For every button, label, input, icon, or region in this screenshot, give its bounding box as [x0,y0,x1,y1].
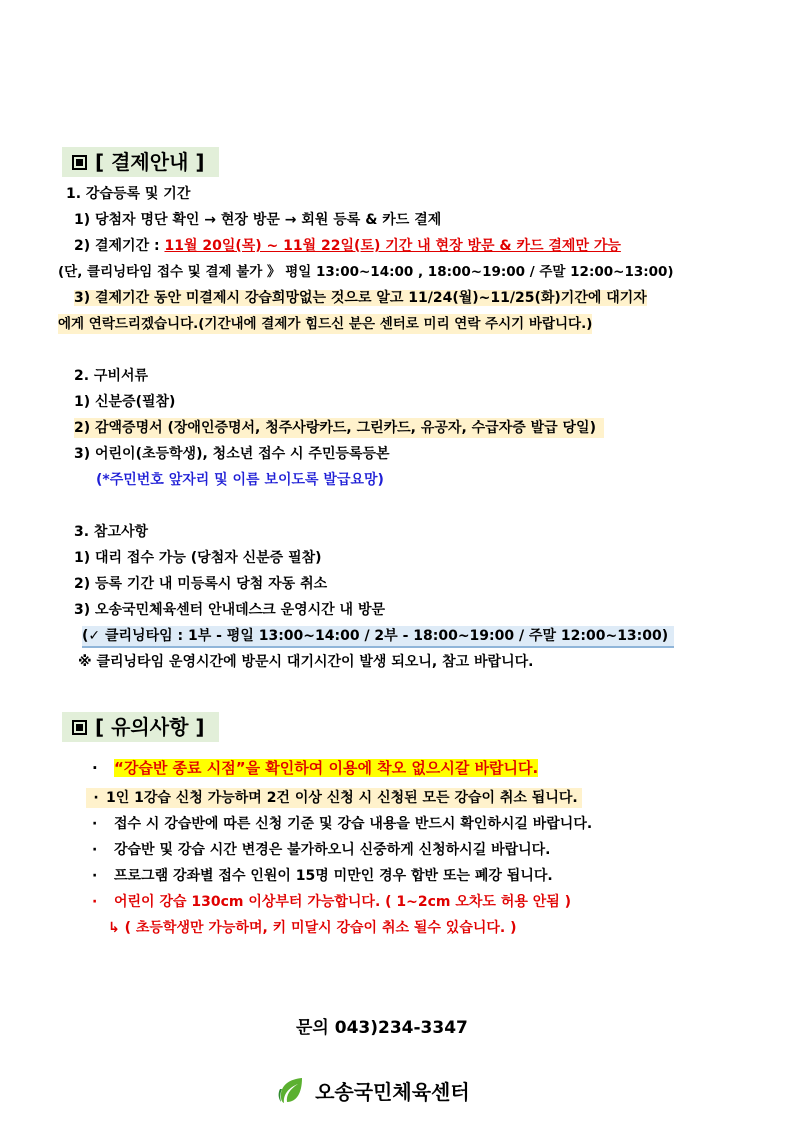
section-3-note: ※ 클리닝타임 운영시간에 방문시 대기시간이 발생 되오니, 참고 바랍니다. [78,654,534,670]
center-logo [276,1075,470,1105]
square-bullet-icon [72,720,87,735]
center-name: 오송국민체육센터 [315,1079,470,1104]
caution-item-4: · 강습반 및 강습 시간 변경은 불가하오니 신중하게 신청하시길 바랍니다. [92,842,551,858]
contact-info: 문의 043)234-3347 [296,1018,468,1038]
section-1-item-2: 2) 결제기간 : 11월 20일(목) ~ 11월 22일(토) 기간 내 현장 방문 & 카드 결제만 가능 [74,238,621,254]
section-3-item-1: 1) 대리 접수 가능 (당첨자 신분증 필참) [74,550,322,566]
caution-heading: [ 유의사항 ] [62,712,219,742]
caution-item-3: · 접수 시 강습반에 따른 신청 기준 및 강습 내용을 반드시 확인하시길 바랍니다. [92,816,593,832]
section-1-title: 1. 강습등록 및 기간 [66,186,191,202]
section-3-cleaning-time: (✓ 클리닝타임 : 1부 - 평일 13:00~14:00 / 2부 - 18:00~19:00 / 주말 12:00~13:00) [82,626,674,648]
section-3-item-3: 3) 오송국민체육센터 안내데스크 운영시간 내 방문 [74,602,385,618]
leaf-logo-icon [276,1075,306,1105]
section-2-item-1: 1) 신분증(필참) [74,394,176,410]
caution-item-5: · 프로그램 강좌별 접수 인원이 15명 미만인 경우 합반 또는 폐강 됩니다. [92,868,553,884]
section-1-item-3-cont: 에게 연락드리겠습니다.(기간내에 결제가 힘드신 분은 센터로 미리 연락 주시기 바랍니다.) [58,316,593,332]
section-2-item-2: 2) 감액증명서 (장애인증명서, 청주사랑카드, 그린카드, 유공자, 수급자증 발급 당일) [74,418,604,438]
caution-item-2: · 1인 1강습 신청 가능하며 2건 이상 신청 시 신청된 모든 강습이 취소 됩니다. [86,788,582,808]
section-1-item-1: 1) 당첨자 명단 확인 → 현장 방문 → 회원 등록 & 카드 결제 [74,212,442,228]
section-3-title: 3. 참고사항 [74,524,149,540]
section-2-title: 2. 구비서류 [74,368,149,384]
section-1-item-3: 3) 결제기간 동안 미결제시 강습희망없는 것으로 알고 11/24(월)~11/25(화)기간에 대기자 [74,290,647,306]
payment-heading: [ 결제안내 ] [62,147,219,177]
section-2-item-3: 3) 어린이(초등학생), 청소년 접수 시 주민등록등본 [74,446,390,462]
caution-item-6: · 어린이 강습 130cm 이상부터 가능합니다. ( 1~2cm 오차도 허용 안됨 ) [92,894,572,910]
square-bullet-icon [72,155,87,170]
caution-item-1: · “강습반 종료 시점”을 확인하여 이용에 착오 없으시갈 바랍니다. [92,759,539,777]
caution-sub-note: ↳ ( 초등학생만 가능하며, 키 미달시 강습이 취소 될수 있습니다. ) [108,920,517,936]
section-3-item-2: 2) 등록 기간 내 미등록시 당첨 자동 취소 [74,576,328,592]
cleaning-time-note: (단, 클리닝타임 접수 및 결제 불가 》 평일 13:00~14:00 , 18:00~19:00 / 주말 12:00~13:00) [58,264,674,280]
section-2-note: (*주민번호 앞자리 및 이름 보이도록 발급요망) [96,472,384,488]
payment-period: 11월 20일(목) ~ 11월 22일(토) 기간 내 현장 방문 & 카드 결제만 가능 [164,238,621,254]
